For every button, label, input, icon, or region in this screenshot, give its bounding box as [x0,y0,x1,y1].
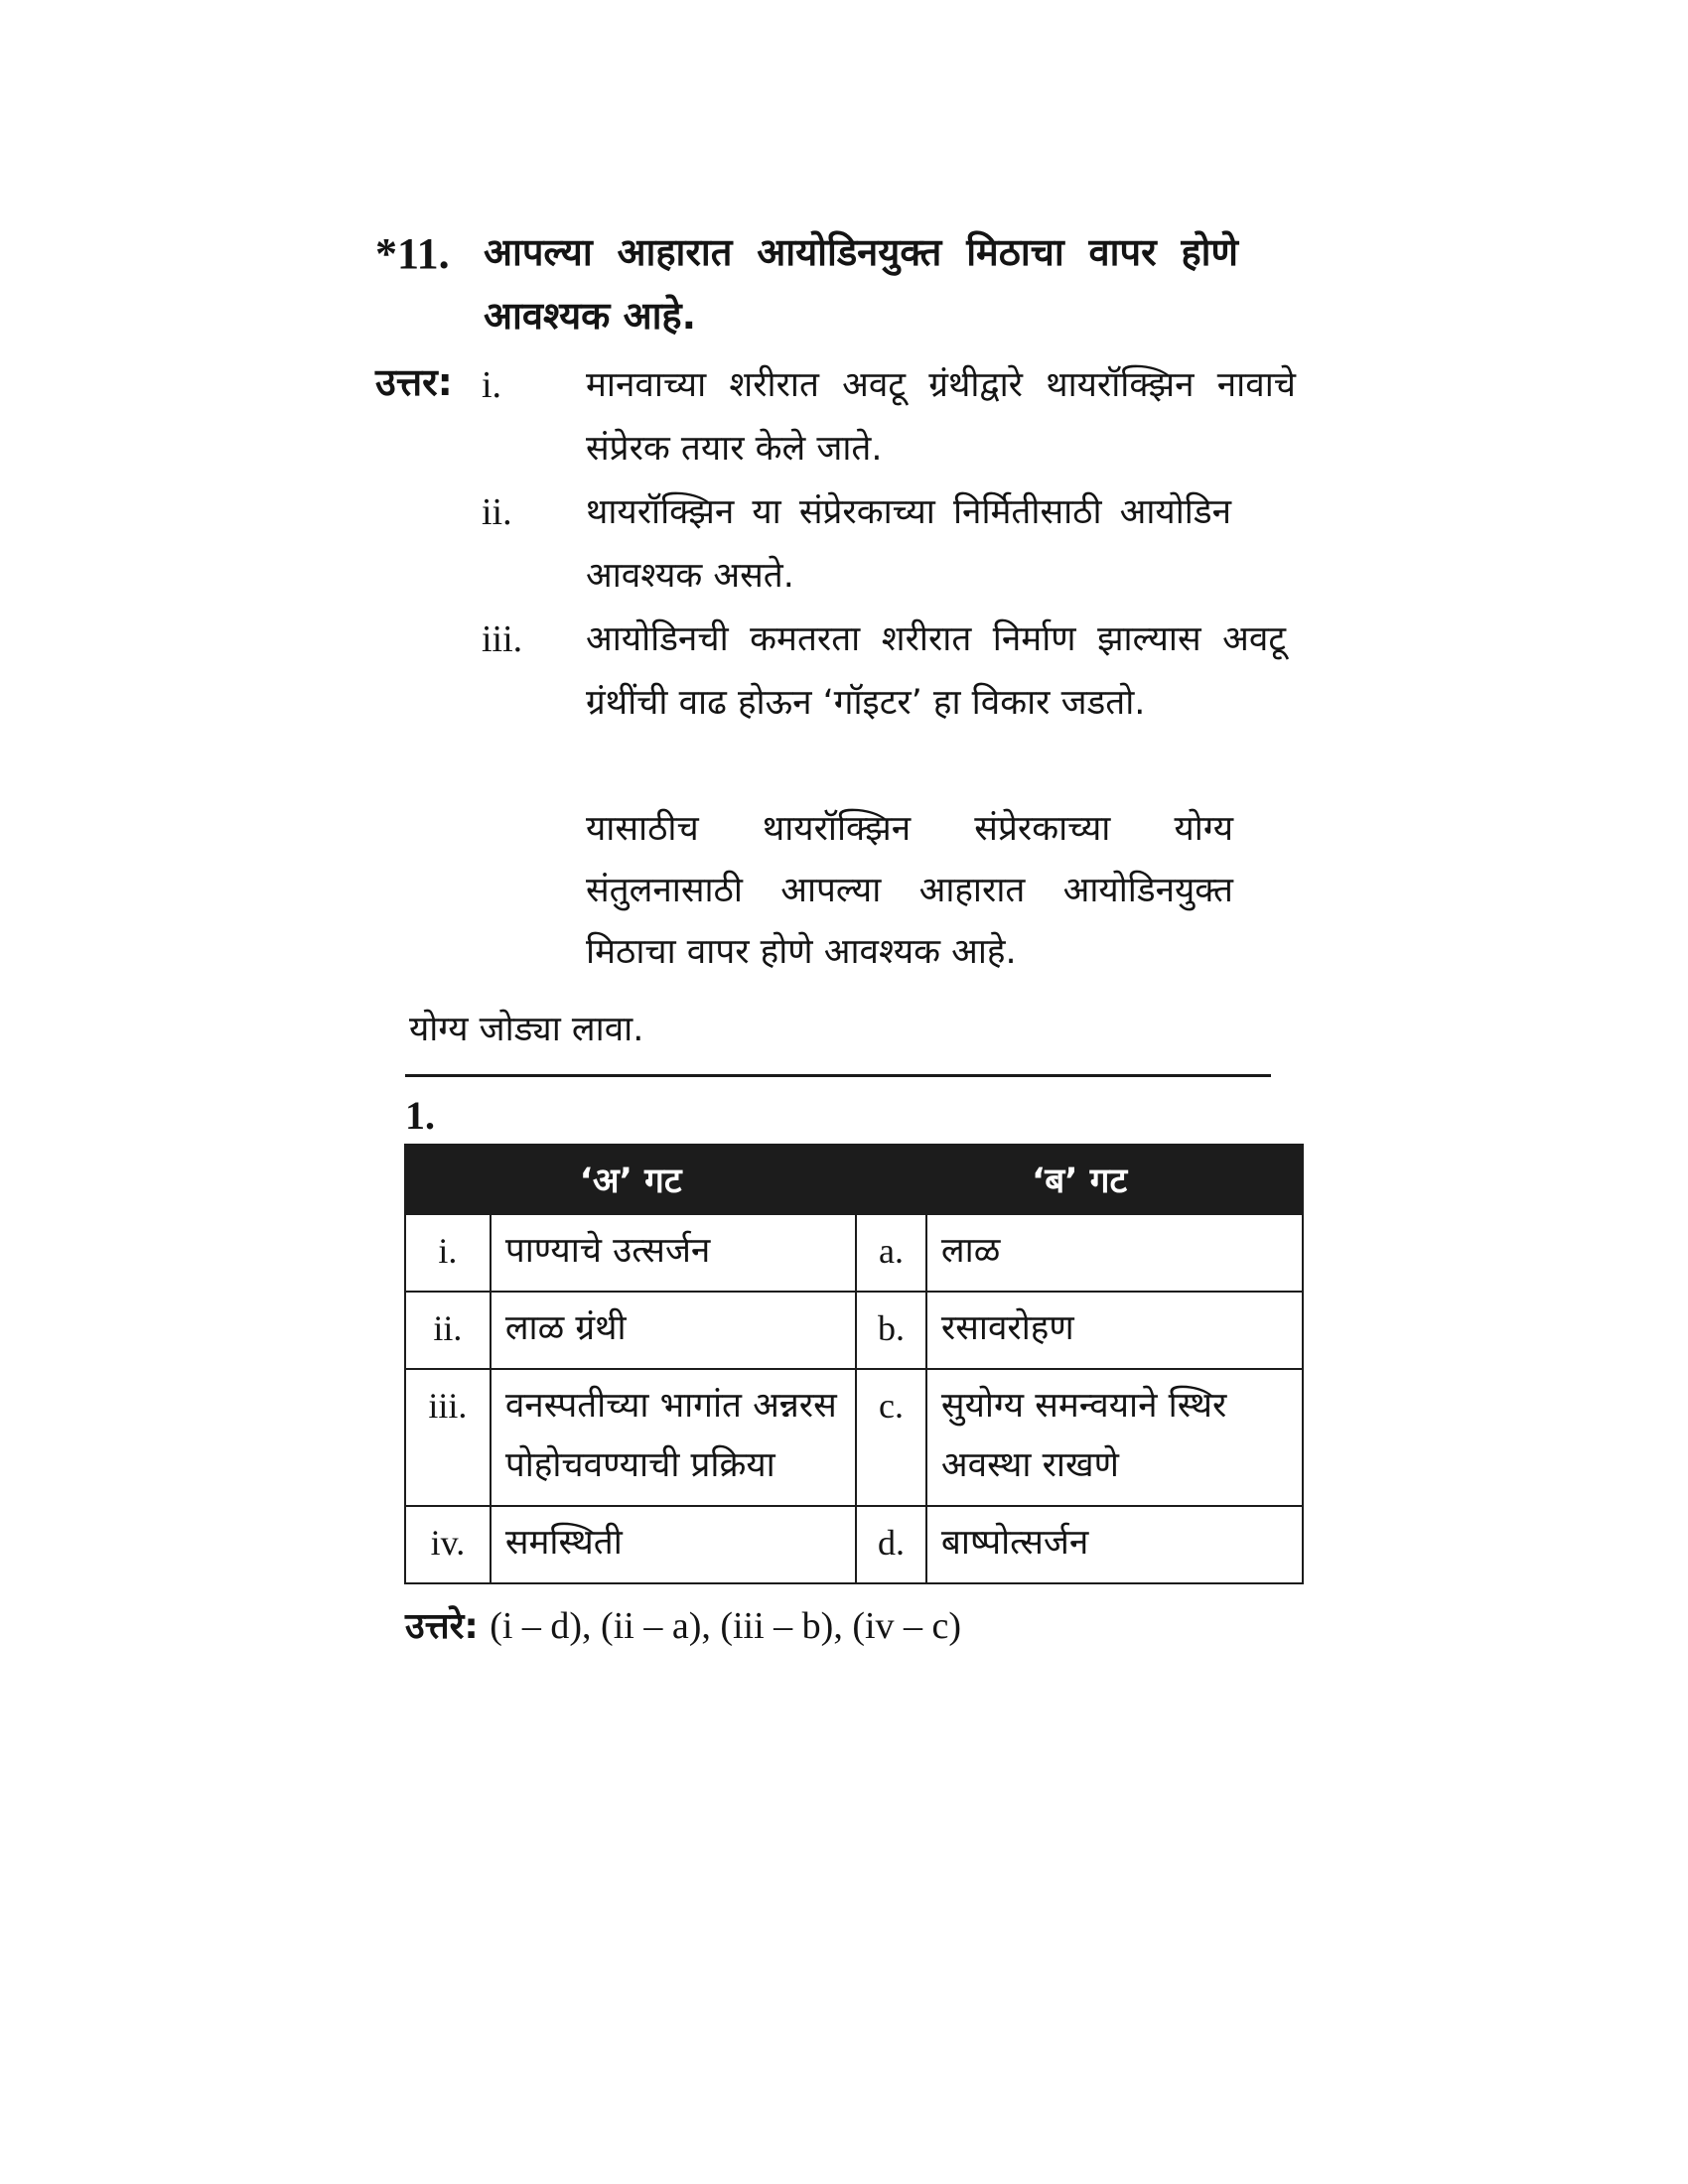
group-a-text: समस्थिती [491,1506,856,1583]
answer-point [482,353,1296,480]
group-b-text: रसावरोहण [926,1292,1303,1369]
matching-title: योग्य जोड्या लावा. [409,1010,644,1049]
header-group-a: ‘अ’ गट [405,1145,856,1214]
group-a-text: लाळ ग्रंथी [491,1292,856,1369]
divider [405,1074,1271,1077]
table-row [405,1292,1303,1369]
question-number: *11. [375,229,450,278]
group-b-marker: a. [856,1214,926,1292]
group-a-marker: iv. [405,1506,491,1583]
group-a-text: वनस्पतीच्या भागांत अन्नरस पोहोचवण्याची प्रक्रिया [491,1369,856,1506]
matching-table [404,1144,1304,1584]
group-b-marker: d. [856,1506,926,1583]
matching-item-number: 1. [405,1093,435,1138]
matching-answer-label: उत्तरे: [405,1606,479,1647]
matching-answer [405,1600,961,1649]
answer-point-marker: iii. [482,618,523,660]
answer-point-text: मानवाच्या शरीरात अवटू ग्रंथीद्वारे थायरॉक्झिन नावाचे संप्रेरक तयार केले जाते. [586,365,1296,469]
answer-point-marker: ii. [482,491,512,533]
answer-conclusion: यासाठीच थायरॉक्झिन संप्रेरकाच्या योग्य संतुलनासाठी आपल्या आहारात आयोडिनयुक्त मिठाचा वापर होणे आवश्यक आहे. [586,809,1233,972]
table-row [405,1506,1303,1583]
matching-table-header-row [405,1145,1303,1214]
header-group-b: ‘ब’ गट [856,1145,1303,1214]
table-row [405,1369,1303,1506]
group-b-marker: b. [856,1292,926,1369]
answer-point [482,608,1296,735]
answer-point-marker: i. [482,364,502,406]
answer-point-text: थायरॉक्झिन या संप्रेरकाच्या निर्मितीसाठी आयोडिन आवश्यक असते. [586,492,1231,596]
group-a-text: पाण्याचे उत्सर्जन [491,1214,856,1292]
group-b-text: सुयोग्य समन्वयाने स्थिर अवस्था राखणे [926,1369,1303,1506]
group-b-marker: c. [856,1369,926,1506]
group-b-text: लाळ [926,1214,1303,1292]
group-a-marker: i. [405,1214,491,1292]
table-row [405,1214,1303,1292]
matching-answer-value: (i – d), (ii – a), (iii – b), (iv – c) [490,1605,962,1647]
question-text: आपल्या आहारात आयोडिनयुक्त मिठाचा वापर होणे आवश्यक आहे. [484,230,1238,338]
group-a-marker: ii. [405,1292,491,1369]
group-a-marker: iii. [405,1369,491,1506]
answer-point [482,480,1296,608]
group-b-text: बाष्पोत्सर्जन [926,1506,1303,1583]
answer-point-text: आयोडिनची कमतरता शरीरात निर्माण झाल्यास अवटू ग्रंथींची वाढ होऊन ‘गॉइटर’ हा विकार जडतो. [586,619,1286,723]
answer-label: उत्तर: [375,360,453,404]
